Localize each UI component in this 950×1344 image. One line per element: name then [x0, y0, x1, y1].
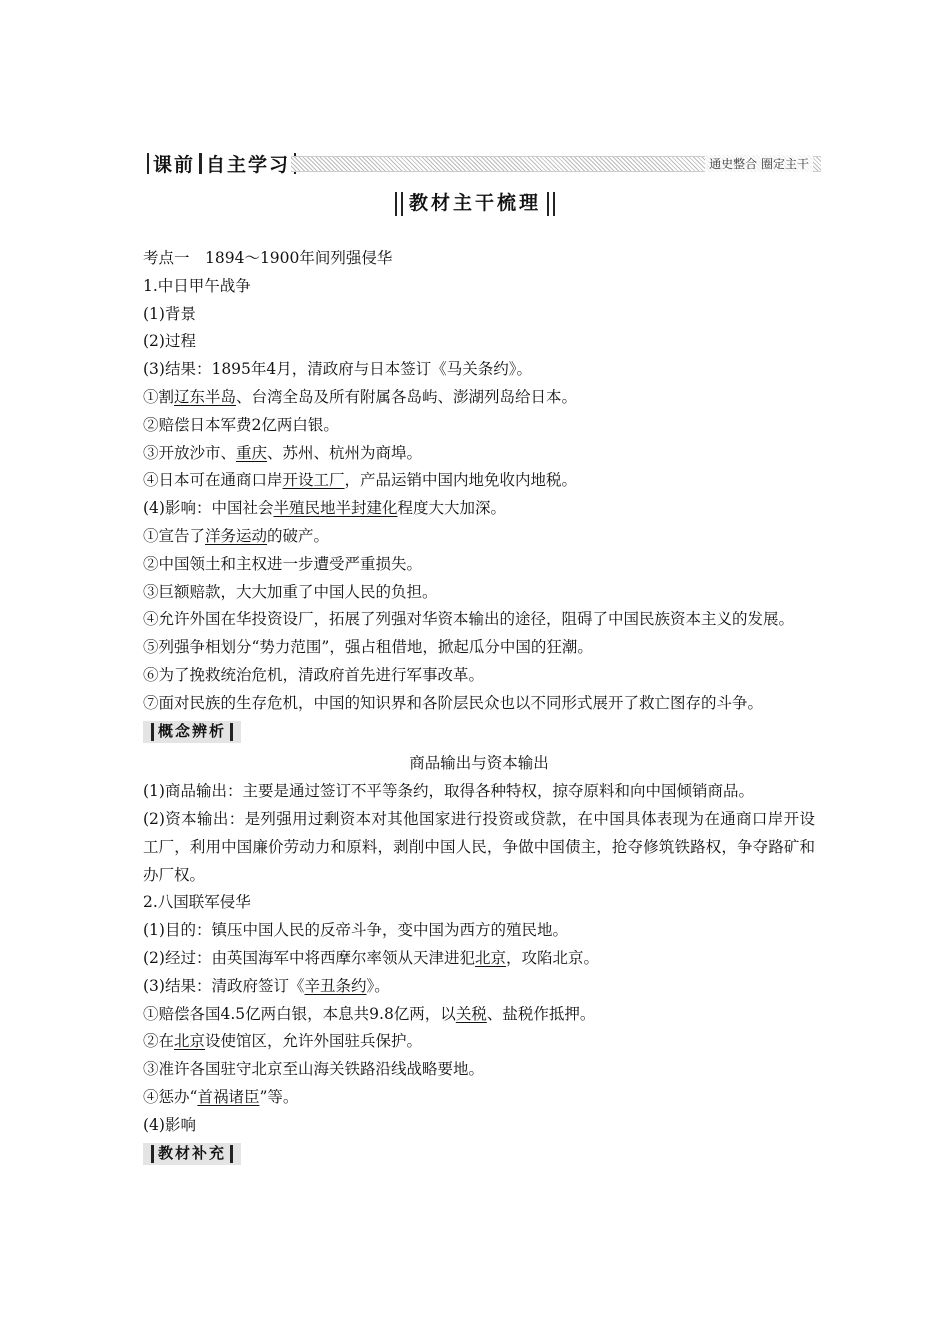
impact-item-7: ⑦面对民族的生存危机，中国的知识界和各阶层民众也以不同形式展开了救亡图存的斗争。	[143, 693, 764, 712]
text: ①割	[143, 387, 175, 406]
section1-impact	[143, 495, 815, 523]
underlined-text: 辽东半岛	[174, 387, 237, 406]
underlined-text: 北京	[474, 948, 506, 967]
underlined-text: 半殖民地半封建化	[273, 499, 398, 518]
underlined-text: 开设工厂	[282, 471, 345, 490]
header-title-a: 课前	[153, 153, 196, 176]
underlined-text: 重庆	[236, 443, 268, 462]
section1-title: 1.中日甲午战争	[143, 276, 251, 295]
text: 》。	[366, 976, 390, 995]
section2-goal: (1)目的：镇压中国人民的反帝斗争，变中国为西方的殖民地。	[143, 921, 568, 940]
section-title	[0, 188, 950, 216]
section-title-text: 教材主干梳理	[408, 192, 541, 214]
underlined-text: 洋务运动	[205, 526, 268, 545]
section2-title: 2.八国联军侵华	[143, 893, 251, 912]
section1-result: (3)结果：1895年4月，清政府与日本签订《马关条约》。	[143, 360, 533, 379]
double-bar-icon	[395, 192, 403, 216]
treaty-item-4	[143, 1084, 815, 1112]
divider-icon	[147, 153, 149, 174]
text: 的破产。	[267, 526, 330, 545]
divider-icon	[199, 153, 202, 174]
tag-bar-icon	[230, 723, 233, 741]
tag-bar-icon	[151, 1145, 154, 1163]
impact-item-2: ②中国领土和主权进一步遭受严重损失。	[143, 554, 423, 573]
impact-item-3: ③巨额赔款，大大加重了中国人民的负担。	[143, 582, 438, 601]
supplement-tag	[143, 1143, 241, 1165]
treaty-item-2	[143, 1028, 815, 1056]
concept-item-1: (1)商品输出：主要是通过签订不平等条约，取得各种特权，掠夺原料和向中国倾销商品。	[143, 782, 754, 801]
text: 设使馆区，允许外国驻兵保护。	[205, 1032, 423, 1051]
result-item-4	[143, 467, 815, 495]
text: ①宣告了	[143, 526, 206, 545]
section1-background: (1)背景	[143, 304, 196, 323]
text: 程度大大加深。	[397, 499, 506, 518]
treaty-item-1	[143, 1001, 815, 1029]
text: (3)结果：清政府签订《	[143, 976, 305, 995]
tag-bar-icon	[151, 723, 154, 741]
underlined-text: 首祸诸臣	[197, 1087, 260, 1106]
result-item-2: ②赔偿日本军费2亿两白银。	[143, 415, 339, 434]
impact-item-5: ⑤列强争相划分“势力范围”，强占租借地，掀起瓜分中国的狂潮。	[143, 638, 593, 657]
double-bar-icon	[547, 192, 555, 216]
document-body	[143, 245, 815, 1172]
tag-bar-icon	[230, 1145, 233, 1163]
section2-course	[143, 945, 815, 973]
text: 、台湾全岛及所有附属各岛屿、澎湖列岛给日本。	[236, 387, 578, 406]
text: ③开放沙市、	[143, 443, 237, 462]
text: ②在	[143, 1032, 175, 1051]
supplement-tag-label: 教材补充	[158, 1143, 227, 1162]
underlined-text: 辛丑条约	[304, 976, 367, 995]
section1-process: (2)过程	[143, 332, 196, 351]
underlined-text: 北京	[174, 1032, 206, 1051]
result-item-1	[143, 384, 815, 412]
text: ，产品运销中国内地免收内地税。	[344, 471, 578, 490]
text: 、盐税作抵押。	[486, 1004, 596, 1023]
text: ④惩办“	[143, 1087, 198, 1106]
kaodian-heading: 考点一 1894～1900年间列强侵华	[143, 249, 393, 267]
concept-tag-label: 概念辨析	[158, 721, 227, 740]
header-title-b: 自主学习	[206, 153, 291, 176]
impact-item-4: ④允许外国在华投资设厂，拓展了列强对华资本输出的途径，阻碍了中国民族资本主义的发展。	[143, 610, 795, 629]
header-title	[143, 151, 300, 175]
text: ①赔偿各国4.5亿两白银，本息共9.8亿两，以	[143, 1004, 456, 1023]
header-subtitle: 通史整合 圈定主干	[705, 155, 813, 172]
text: ，攻陷北京。	[505, 948, 599, 967]
impact-item-1	[143, 523, 815, 551]
underlined-text: 关税	[455, 1004, 487, 1023]
impact-item-6: ⑥为了挽救统治危机，清政府首先进行军事改革。	[143, 665, 485, 684]
concept-title: 商品输出与资本输出	[409, 754, 549, 773]
section2-impact: (4)影响	[143, 1115, 196, 1134]
text: ”等。	[259, 1087, 299, 1106]
text: ④日本可在通商口岸	[143, 471, 283, 490]
text: (2)经过：由英国海军中将西摩尔率领从天津进犯	[143, 948, 475, 967]
text: 、苏州、杭州为商埠。	[267, 443, 423, 462]
result-item-3	[143, 440, 815, 468]
page-header	[143, 151, 813, 175]
section2-result	[143, 973, 815, 1001]
concept-tag	[143, 721, 241, 743]
concept-item-2: (2)资本输出：是列强用过剩资本对其他国家进行投资或贷款，在中国具体表现为在通商口岸开设工厂，利用中国廉价劳动力和原料，剥削中国人民，争做中国债主，抢夺修筑铁路权，争夺路矿和办厂权。	[143, 809, 815, 884]
text: (4)影响：中国社会	[143, 499, 274, 518]
treaty-item-3: ③准许各国驻守北京至山海关铁路沿线战略要地。	[143, 1060, 485, 1079]
